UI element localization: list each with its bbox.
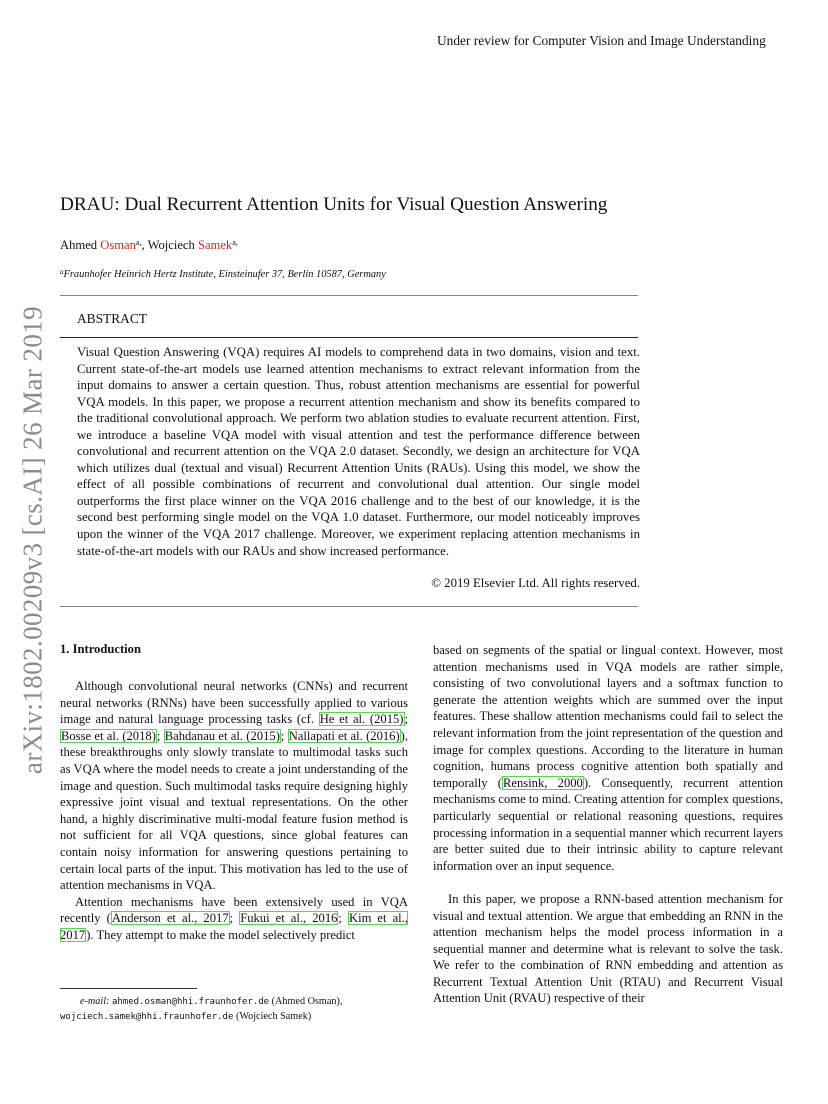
paragraph: In this paper, we propose a RNN-based attention mechanism for visual and textual attention. We argue that embedding an RNN in the attention mechanism helps the model process information in a sequential manner and determine what is relevant to solve the task. We refer to the combination of RNN embedding and attention as Recurrent Textual Attention Unit (RTAU) and Recurrent Visual Attention Unit (RVAU) respective of their [433, 891, 783, 1006]
paragraph-text: Attention mechanisms have been extensively used in VQA recently ( [60, 894, 408, 926]
citation-separator: ; [229, 911, 240, 926]
citation-separator: ; [280, 728, 288, 743]
citation-separator: ; [338, 911, 348, 926]
citation-link[interactable]: Fukui et al., 2016 [240, 911, 338, 926]
footnote-line [60, 1010, 420, 1025]
citation-link[interactable]: Kim et al., 2017 [60, 911, 408, 942]
affiliation-mark: a, [135, 238, 142, 247]
paper-title: DRAU: Dual Recurrent Attention Units for Visual Question Answering [60, 194, 608, 215]
citation-link[interactable]: He et al. (2015) [319, 712, 404, 727]
citation-link[interactable]: Bahdanau et al. (2015) [164, 728, 280, 743]
citation-link[interactable]: Anderson et al., 2017 [111, 911, 229, 926]
section-heading: 1. Introduction [60, 642, 141, 656]
paragraph-text: ), these breakthroughs only slowly translate to multimodal tasks such as VQA where the model needs to create a joint understanding of the image and question. Such multimodal tasks require designing highly expressive joint visual and textual representations. On the other hand, a highly discriminative multi-modal feature fusion method is not sufficient for all VQA questions, since global features can contain noisy information for answering questions pertaining to certain local parts of the input. This motivation has led to the use of attention mechanisms in VQA. [60, 728, 409, 893]
author-first-name: Wojciech [147, 238, 198, 252]
paragraph-text: Although convolutional neural networks (CNNs) and recurrent neural networks (RNNs) have been successfully applied to various image and natural language processing tasks (cf. [60, 679, 408, 727]
footnote [60, 995, 420, 1024]
footnote-author: (Wojciech Samek) [233, 1010, 312, 1022]
email-link[interactable]: ahmed.osman@hhi.fraunhofer.de [111, 997, 270, 1007]
left-column [60, 678, 408, 944]
email-link[interactable]: wojciech.samek@hhi.fraunhofer.de [60, 1011, 234, 1022]
author-first-name: Ahmed [60, 238, 101, 252]
journal-header: Under review for Computer Vision and Image Understanding [437, 33, 766, 48]
divider [60, 295, 638, 296]
footnote-author: (Ahmed Osman), [269, 996, 343, 1007]
footnote-divider [60, 988, 197, 989]
affiliation-mark: a [60, 268, 64, 276]
paragraph-text: ). Consequently, recurrent attention mechanisms come to mind. Creating attention for complex questions, particularly sequential or relational reasoning questions, requires processing information in a sequential manner which recurrent layers are better suited due to their intrinsic ability to capture relevant information over an input sequence. [433, 775, 784, 873]
copyright-notice: © 2019 Elsevier Ltd. All rights reserved. [431, 576, 640, 590]
divider [60, 337, 638, 338]
footnote-label: e-mail: [80, 996, 112, 1007]
footnote-line [60, 995, 420, 1010]
author-link-osman[interactable]: Osman [100, 238, 136, 252]
paragraph-text: ). They attempt to make the model selectively predict [86, 927, 355, 942]
citation-separator: ; [156, 728, 164, 743]
paragraph [60, 894, 408, 944]
arxiv-stamp [0, 0, 60, 1104]
paragraph-text: based on segments of the spatial or lingual context. However, most attention mechanisms used in VQA models are rather simple, consisting of two convolutional layers and a softmax function to generate the attention weights which are summed over the input features. These shallow attention mechanisms could fail to select the relevant information from the joint representation of the question and image for complex questions. According to the literature in human cognition, humans process cognitive attention both spatially and temporally ( [433, 643, 783, 790]
citation-link[interactable]: Bosse et al. (2018) [61, 728, 156, 743]
affiliation-mark: a, [232, 238, 238, 247]
citation-link[interactable]: Rensink, 2000 [503, 775, 583, 790]
divider [60, 606, 638, 607]
abstract-heading: ABSTRACT [77, 311, 147, 326]
author-list [60, 238, 238, 253]
arxiv-stamp-text: arXiv:1802.00209v3 [cs.AI] 26 Mar 2019 [17, 305, 48, 775]
affiliation-text: Fraunhofer Heinrich Hertz Institute, Einsteinufer 37, Berlin 10587, Germany [63, 269, 386, 280]
abstract-text: Visual Question Answering (VQA) requires AI models to comprehend data in two domains, vision and text. Current state-of-the-art models use learned attention mechanisms to extract relevant information from the input domains to answer a certain question. Thus, robust attention mechanisms are essential for powerful VQA models. In this paper, we propose a recurrent attention mechanism and show its benefits compared to the traditional convolutional approach. We perform two ablation studies to evaluate recurrent attention. First, we introduce a baseline VQA model with visual attention and test the performance difference between convolutional and recurrent attention on the VQA 2.0 dataset. Secondly, we design an architecture for VQA which utilizes dual (textual and visual) Recurrent Attention Units (RAUs). Using this model, we show the effect of all possible combinations of recurrent and convolutional dual attention. Our single model outperforms the first place winner on the VQA 2016 challenge and to the best of our knowledge, it is the second best performing single model on the VQA 1.0 dataset. Furthermore, our model noticeably improves upon the winner of the VQA 2017 challenge. Moreover, we experiment replacing attention mechanisms in state-of-the-art models with our RAUs and show increased performance. [77, 345, 640, 558]
paragraph [433, 642, 783, 874]
author-separator: , [141, 238, 148, 252]
citation-separator: ; [404, 712, 408, 727]
affiliation [60, 268, 386, 280]
author-link-samek[interactable]: Samek [197, 238, 233, 252]
paragraph [60, 678, 408, 894]
right-column [433, 642, 783, 1007]
citation-link[interactable]: Nallapati et al. (2016) [288, 728, 400, 743]
